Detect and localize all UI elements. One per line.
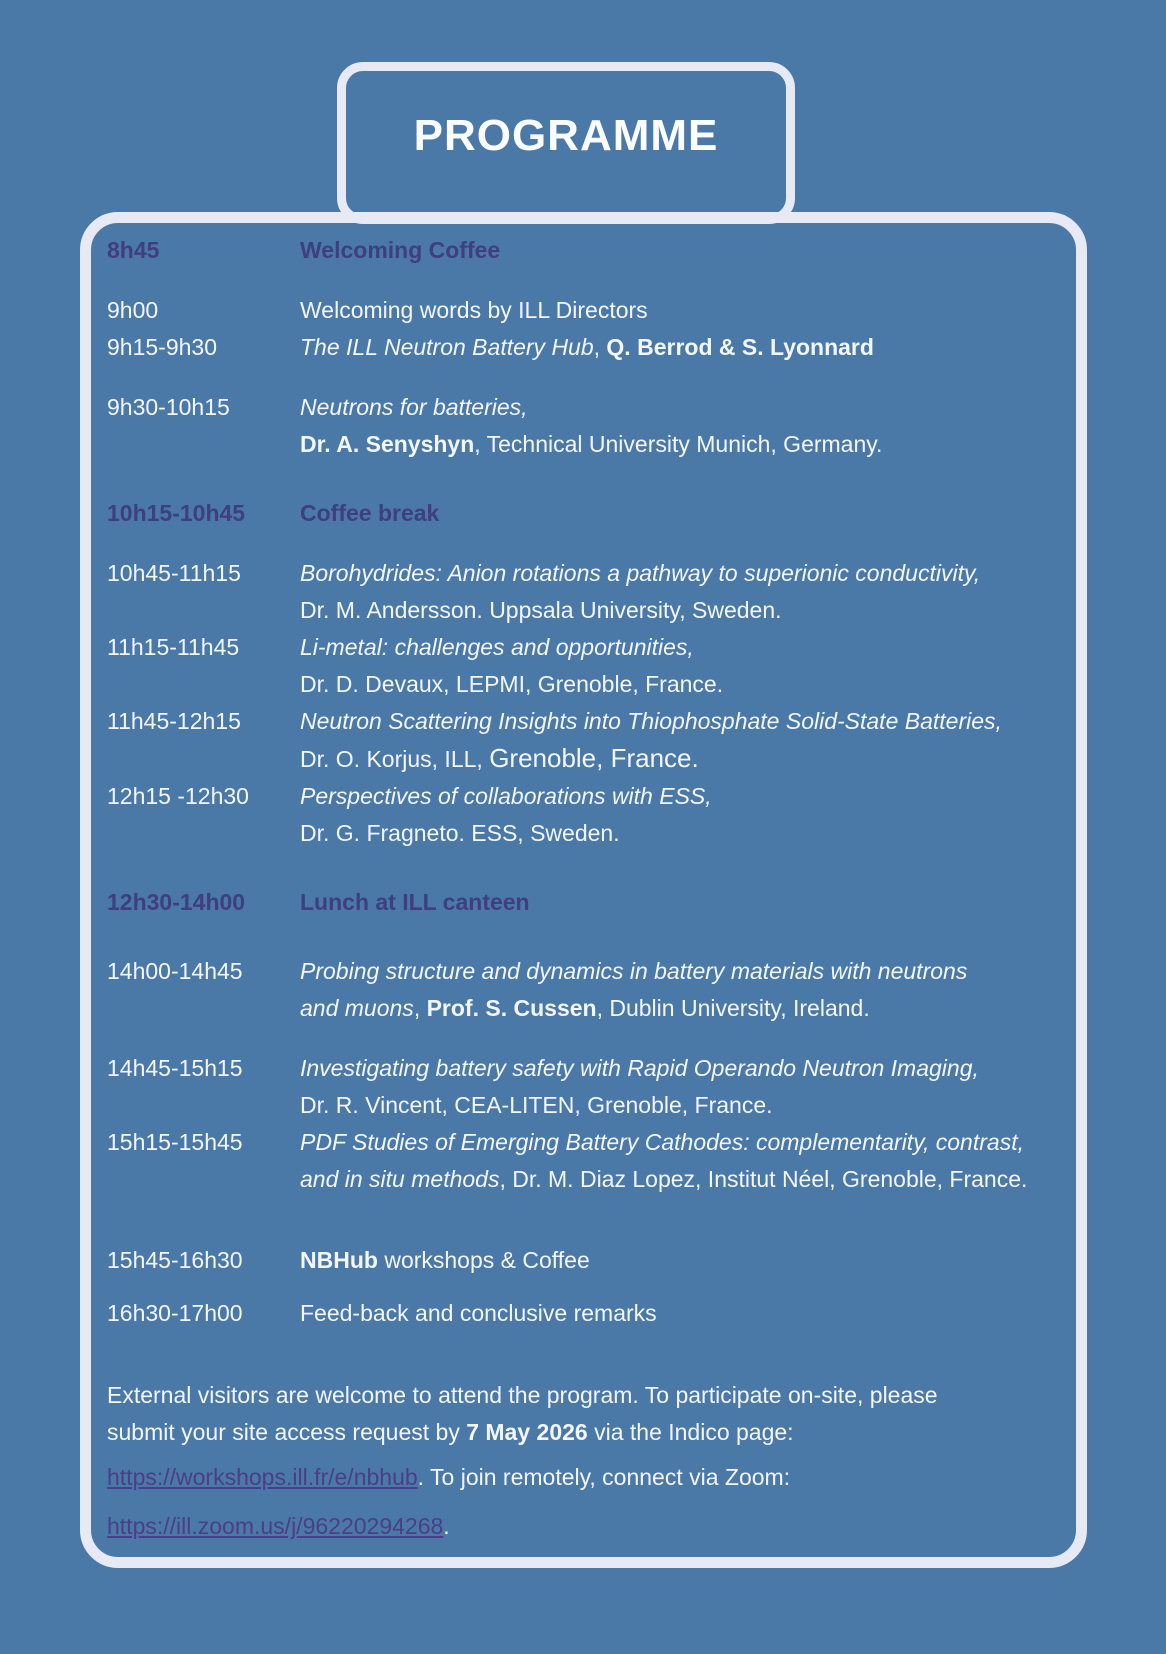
text-span: and in situ methods xyxy=(300,1166,500,1192)
text-span: Dr. A. Senyshyn xyxy=(300,431,475,457)
time-label: 9h30-10h15 xyxy=(107,394,230,420)
schedule-row xyxy=(107,778,1048,852)
time-label: 12h30-14h00 xyxy=(107,889,246,915)
text-span: , Dublin University, Ireland. xyxy=(596,995,870,1021)
time-label: 11h15-11h45 xyxy=(107,634,240,660)
session-description xyxy=(300,329,1048,366)
text-span: Probing structure and dynamics in battery materials with neutrons xyxy=(300,958,968,984)
session-line xyxy=(300,1295,1048,1332)
schedule-row xyxy=(107,953,1048,1027)
session-description xyxy=(300,1242,1048,1279)
session-line xyxy=(300,703,1048,740)
session-line xyxy=(300,1124,1048,1161)
text-span: Dr. R. Vincent, CEA-LITEN, Grenoble, France. xyxy=(300,1092,773,1118)
session-line xyxy=(300,495,1048,532)
text-span: The ILL Neutron Battery Hub xyxy=(300,334,594,360)
schedule-row xyxy=(107,292,1048,329)
session-line xyxy=(300,629,1048,666)
text-span: , Dr. M. Diaz Lopez, Institut Néel, Grenoble, France. xyxy=(499,1166,1028,1192)
session-description xyxy=(300,884,1048,921)
text-span: Grenoble, France. xyxy=(489,743,699,773)
footer-note xyxy=(107,1377,1048,1545)
session-description xyxy=(300,1050,1048,1124)
text-span: Dr. M. Andersson. Uppsala University, Sweden. xyxy=(300,597,782,623)
text-span: and muons xyxy=(300,995,414,1021)
text-span: Neutron Scattering Insights into Thiophosphate Solid-State Batteries, xyxy=(300,708,1002,734)
session-line xyxy=(300,740,1048,778)
programme-card xyxy=(80,212,1087,1568)
text-span: , xyxy=(413,995,427,1021)
text-span: Investigating battery safety with Rapid Operando Neutron Imaging, xyxy=(300,1055,979,1081)
session-line xyxy=(300,1242,1048,1279)
text-span: , Technical University Munich, Germany. xyxy=(474,431,883,457)
session-line xyxy=(300,592,1048,629)
session-description xyxy=(300,232,1048,269)
url-link[interactable]: https://ill.zoom.us/j/96220294268 xyxy=(107,1513,444,1539)
schedule-row xyxy=(107,1242,1048,1279)
session-line xyxy=(300,778,1048,815)
session-line xyxy=(300,555,1048,592)
time-label: 16h30-17h00 xyxy=(107,1300,243,1326)
text-span: , xyxy=(593,334,607,360)
text-span: Welcoming words by ILL Directors xyxy=(300,297,648,323)
time-label: 11h45-12h15 xyxy=(107,708,241,734)
session-line xyxy=(300,953,1048,990)
schedule-row xyxy=(107,703,1048,778)
time-label: 10h45-11h15 xyxy=(107,560,241,586)
time-label: 15h45-16h30 xyxy=(107,1247,243,1273)
text-span: Borohydrides: Anion rotations a pathway to superionic conductivity, xyxy=(300,560,981,586)
session-description xyxy=(300,1295,1048,1332)
schedule-row xyxy=(107,1050,1048,1124)
schedule-row xyxy=(107,389,1048,463)
text-span: . xyxy=(443,1513,450,1539)
footer-line xyxy=(107,1377,1048,1414)
time-label: 10h15-10h45 xyxy=(107,500,246,526)
text-span: Coffee break xyxy=(300,500,440,526)
schedule-row xyxy=(107,329,1048,366)
session-line xyxy=(300,232,1048,269)
session-description xyxy=(300,778,1048,852)
text-span: Feed-back and conclusive remarks xyxy=(300,1300,657,1326)
session-description xyxy=(300,953,1048,1027)
text-span: via the Indico page: xyxy=(587,1419,794,1445)
text-span: submit your site access request by xyxy=(107,1419,467,1445)
session-line xyxy=(300,815,1048,852)
url-link[interactable]: https://workshops.ill.fr/e/nbhub xyxy=(107,1464,418,1490)
page-title: PROGRAMME xyxy=(413,111,719,160)
session-line xyxy=(300,1050,1048,1087)
schedule-row xyxy=(107,232,1048,269)
schedule-row xyxy=(107,884,1048,921)
time-label: 15h15-15h45 xyxy=(107,1129,243,1155)
text-span: Q. Berrod & S. Lyonnard xyxy=(606,334,874,360)
session-line xyxy=(300,329,1048,366)
footer-line xyxy=(107,1414,1048,1451)
session-description xyxy=(300,292,1048,329)
time-label: 8h45 xyxy=(107,237,160,263)
text-span: Perspectives of collaborations with ESS, xyxy=(300,783,712,809)
schedule-row xyxy=(107,1124,1048,1198)
footer-line xyxy=(107,1508,1048,1545)
session-description xyxy=(300,555,1048,629)
session-description xyxy=(300,629,1048,703)
session-description xyxy=(300,495,1048,532)
session-line xyxy=(300,1087,1048,1124)
session-line xyxy=(300,990,1048,1027)
text-span: Dr. G. Fragneto. ESS, Sweden. xyxy=(300,820,620,846)
text-span: NBHub xyxy=(300,1247,378,1273)
text-span: PDF Studies of Emerging Battery Cathodes: complementarity, contrast, xyxy=(300,1129,1024,1155)
session-line xyxy=(300,389,1048,426)
schedule-row xyxy=(107,555,1048,629)
schedule xyxy=(107,232,1048,1332)
text-span: Welcoming Coffee xyxy=(300,237,501,263)
time-label: 14h00-14h45 xyxy=(107,958,243,984)
text-span: Dr. O. Korjus, ILL, xyxy=(300,746,490,772)
schedule-row xyxy=(107,629,1048,703)
footer-line xyxy=(107,1459,1048,1496)
text-span: 7 May 2026 xyxy=(466,1419,588,1445)
session-line xyxy=(300,292,1048,329)
session-line xyxy=(300,426,1048,463)
schedule-row xyxy=(107,495,1048,532)
session-description xyxy=(300,389,1048,463)
schedule-row xyxy=(107,1295,1048,1332)
text-span: . To join remotely, connect via Zoom: xyxy=(417,1464,791,1490)
text-span: Li-metal: challenges and opportunities, xyxy=(300,634,694,660)
session-line xyxy=(300,666,1048,703)
text-span: Prof. S. Cussen xyxy=(426,995,597,1021)
time-label: 9h15-9h30 xyxy=(107,334,217,360)
text-span: workshops & Coffee xyxy=(377,1247,590,1273)
text-span: Lunch at ILL canteen xyxy=(300,889,530,915)
time-label: 14h45-15h15 xyxy=(107,1055,243,1081)
session-line xyxy=(300,1161,1048,1198)
programme-title-box xyxy=(337,62,795,224)
time-label: 12h15 -12h30 xyxy=(107,783,249,809)
time-label: 9h00 xyxy=(107,297,159,323)
text-span: Dr. D. Devaux, LEPMI, Grenoble, France. xyxy=(300,671,724,697)
session-description xyxy=(300,1124,1048,1198)
session-description xyxy=(300,703,1048,778)
text-span: Neutrons for batteries, xyxy=(300,394,528,420)
session-line xyxy=(300,884,1048,921)
text-span: External visitors are welcome to attend the program. To participate on-site, please xyxy=(107,1382,938,1408)
